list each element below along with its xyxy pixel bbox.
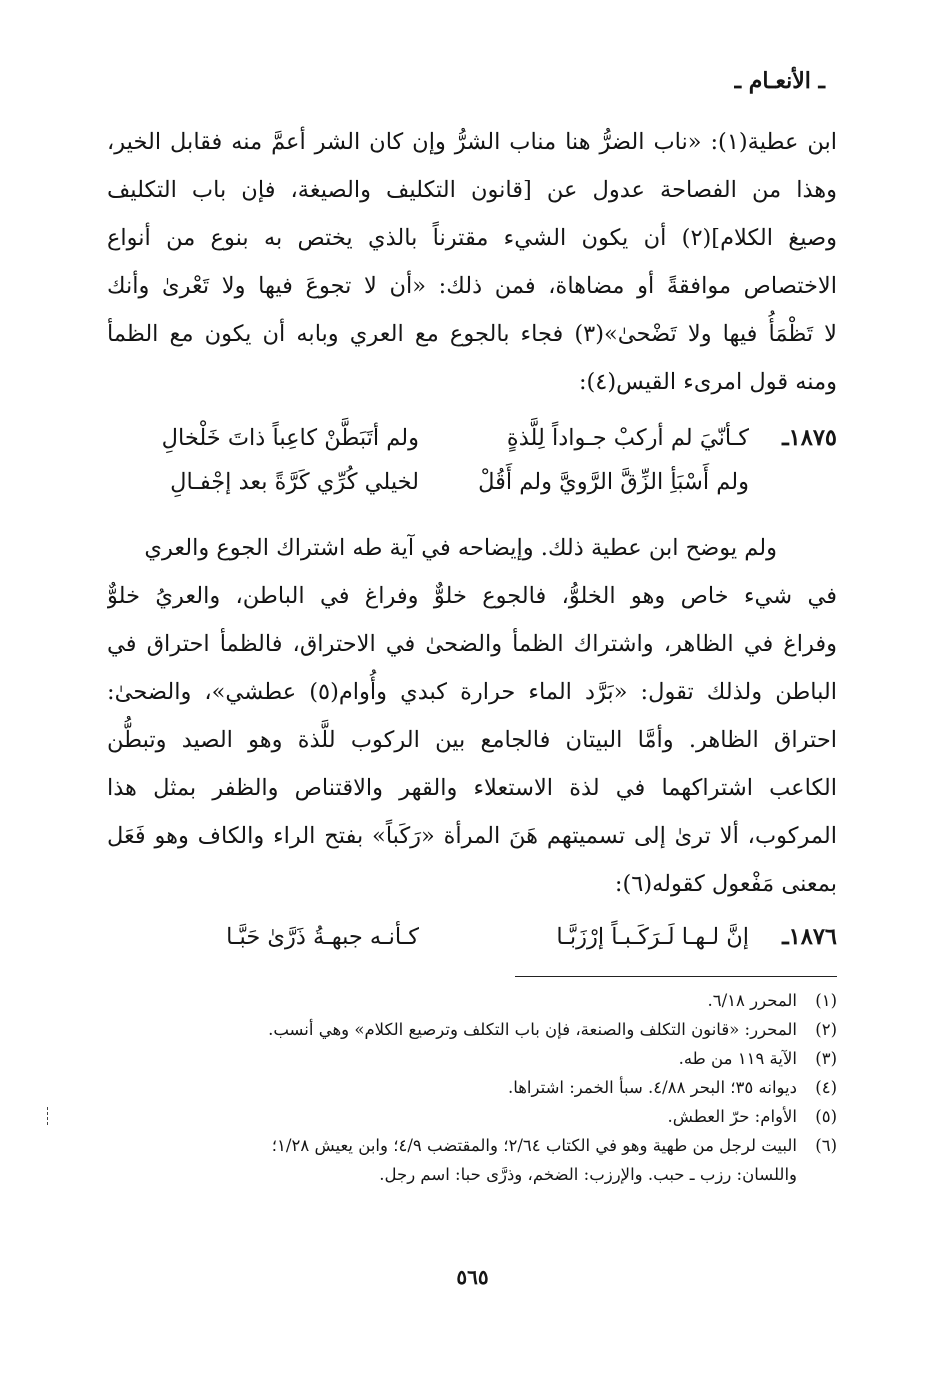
text-line: في شيء خاص وهو الخلوُّ، فالجوع خلوٌّ وفراغ في الباطن، والعريُ خلوٌّ <box>107 583 837 609</box>
text-line: لا تَظْمَأُ فيها ولا تَضْحىٰ»(٣) فجاء بالجوع مع العري وبابه أن يكون مع الظمأ <box>107 321 837 347</box>
text-line: الاختصاص موافقةً أو مضاهاة، فمن ذلك: «أن لا تجوعَ فيها ولا تَعْرىٰ وأنك <box>107 273 837 299</box>
text-line: وصيغ الكلام](٢) أن يكون الشيء مقترناً بالذي يختص به بنوع من أنواع <box>107 225 837 251</box>
text-line: ابن عطية(١): «ناب الضرُّ هنا مناب الشرُّ وإن كان الشر أعمَّ منه فقابل الخير، <box>107 129 837 155</box>
text-line: ولم يوضح ابن عطية ذلك. وإيضاحه في آية طه اشتراك الجوع والعري <box>144 535 777 561</box>
paragraph-1 <box>107 118 837 406</box>
footnote-text: الأوام: حرّ العطش. <box>667 1107 797 1126</box>
footnote-text: المحرر: «قانون التكلف والصنعة، فإن باب التكلف وترصيع الكلام» وهي أنسب. <box>268 1020 797 1039</box>
margin-mark <box>47 1107 48 1125</box>
footnote-text: ديوانه ٣٥؛ البحر ٤/٨٨. سبأ الخمر: اشتراها. <box>507 1078 797 1097</box>
footnote-separator <box>515 976 837 977</box>
verse-hemistich: كـأنّيَ لم أركبْ جـواداً لِلَّذةٍ <box>506 425 749 451</box>
text-line: الكاعب اشتراكهما في لذة الاستعلاء والقهر والاقتناص والظفر بمثل هذا <box>107 775 837 801</box>
verse-hemistich: لخيلي كُرِّي كَرَّةً بعد إجْفـالِ <box>170 469 419 495</box>
text-line: وهذا من الفصاحة عدول عن [قانون التكليف والصيغة، فإن باب التكليف <box>107 177 837 203</box>
footnote <box>97 1015 837 1044</box>
footnote-number: (٢) <box>815 1020 837 1039</box>
footnote-number: (٥) <box>815 1107 837 1126</box>
footnote-number: (٦) <box>815 1136 837 1155</box>
footnotes <box>97 986 837 1189</box>
text-line: احتراق الظاهر. وأمَّا البيتان فالجامع بين الركوب للَّذة وهو الصيد وتبطُّن <box>107 727 837 753</box>
verse-hemistich: كـأنـه جبهـةُ ذَرَّىٰ حَبَّـا <box>226 924 419 950</box>
footnote-text: المحرر ٦/١٨. <box>707 991 797 1010</box>
verse-hemistich: ولم أَسْبَأِ الزِّقَّ الرَّويَّ ولم أَقُلْ <box>478 469 749 495</box>
verse-number: ١٨٧٥ـ <box>782 425 837 451</box>
footnote <box>97 1131 837 1160</box>
verse-number: ١٨٧٦ـ <box>782 924 837 950</box>
verse-hemistich: إنَّ لـهـا لَـرَكَـبـاً إرْزَبَّـا <box>556 924 749 950</box>
footnote <box>97 1073 837 1102</box>
footnote-text: الآية ١١٩ من طه. <box>678 1049 797 1068</box>
footnote <box>97 986 837 1015</box>
verse-row <box>107 460 837 504</box>
verse-row <box>107 416 837 460</box>
verse-1876 <box>107 915 837 959</box>
footnote-continuation: واللسان: رزب ـ حبب. والإرزب: الضخم، وذرَّى حبا: اسم رجل. <box>379 1165 797 1184</box>
text-line: ومنه قول امرىء القيس(٤): <box>578 369 837 395</box>
footnote-text: البيت لرجل من طهية وهو في الكتاب ٢/٦٤؛ والمقتضب ٤/٩؛ وابن يعيش ١/٢٨؛ <box>271 1136 797 1155</box>
page-number: ٥٦٥ <box>456 1265 489 1289</box>
text-line: المركوب، ألا ترىٰ إلى تسميتهم هَنَ المرأة «رَكَباً» بفتح الراء والكاف وهو فَعَل <box>107 823 837 849</box>
footnote-number: (١) <box>815 991 837 1010</box>
text-line: بمعنى مَفْعول كقوله(٦): <box>614 871 837 897</box>
text-line: الباطن ولذلك تقول: «بَرَّد الماء حرارة كبدي وأُوام(٥) عطشي»، والضحىٰ: <box>107 679 837 705</box>
verse-1875 <box>107 416 837 504</box>
paragraph-2 <box>107 524 837 908</box>
verse-row <box>107 915 837 959</box>
footnote-number: (٣) <box>815 1049 837 1068</box>
verse-hemistich: ولم أتَبَطَّنْ كاعِباً ذاتَ خَلْخالِ <box>161 425 419 451</box>
footnote <box>97 1044 837 1073</box>
footnote <box>97 1102 837 1131</box>
text-line: وفراغ في الظاهر، واشتراك الظمأ والضحىٰ في الاحتراق، فالظمأ احتراق في <box>107 631 837 657</box>
running-header: ـ الأنعـام ـ <box>734 68 825 94</box>
footnote-number: (٤) <box>815 1078 837 1097</box>
